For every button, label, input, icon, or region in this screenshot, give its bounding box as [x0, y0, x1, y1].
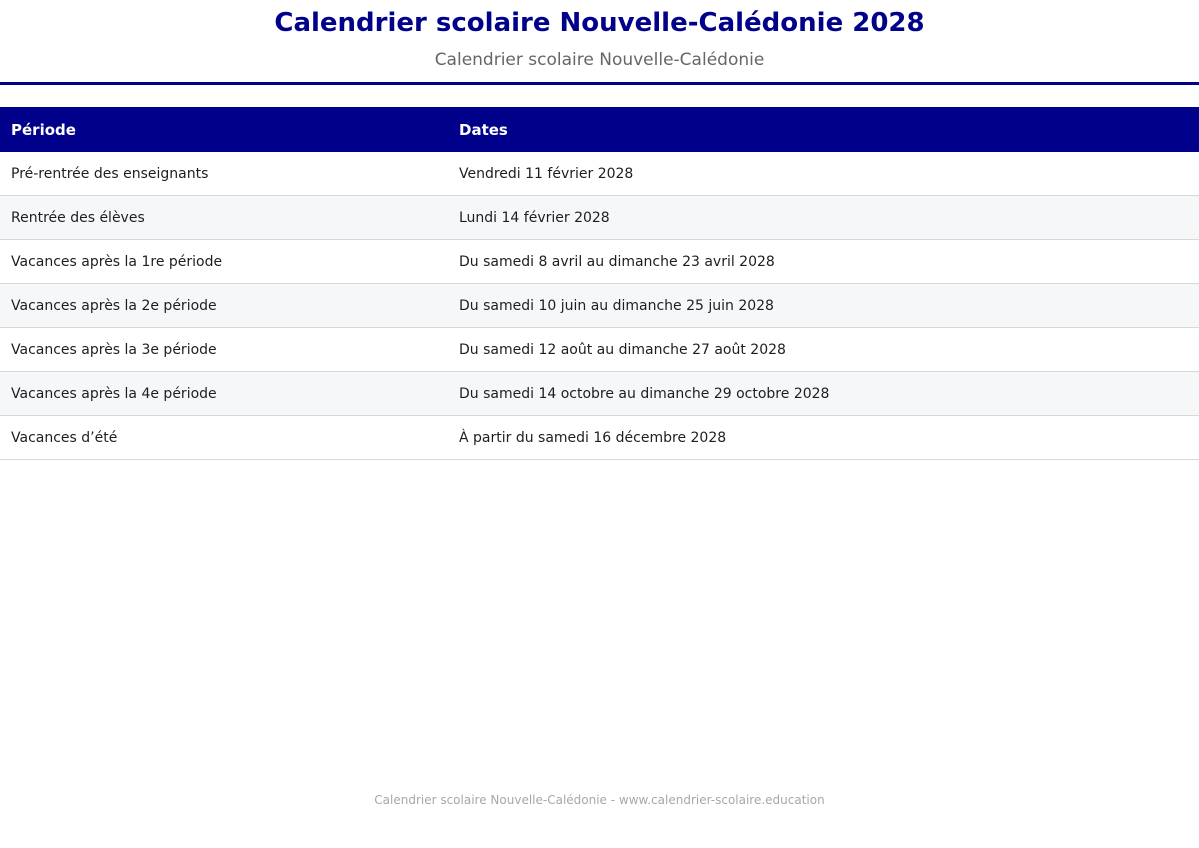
page-title: Calendrier scolaire Nouvelle-Calédonie 2028 [274, 8, 925, 38]
column-header-periode: Période [0, 107, 448, 152]
table-row [0, 416, 1199, 460]
table-body [0, 152, 1199, 460]
table-header-row [0, 107, 1199, 152]
table-row [0, 372, 1199, 416]
table-row [0, 284, 1199, 328]
cell-dates: À partir du samedi 16 décembre 2028 [448, 416, 1199, 460]
cell-periode: Vacances après la 4e période [0, 372, 448, 416]
table-row [0, 240, 1199, 284]
cell-dates: Du samedi 12 août au dimanche 27 août 2028 [448, 328, 1199, 372]
cell-dates: Vendredi 11 février 2028 [448, 152, 1199, 196]
cell-periode: Vacances après la 1re période [0, 240, 448, 284]
page-subtitle: Calendrier scolaire Nouvelle-Calédonie [434, 50, 765, 70]
cell-dates: Du samedi 10 juin au dimanche 25 juin 2028 [448, 284, 1199, 328]
cell-periode: Pré-rentrée des enseignants [0, 152, 448, 196]
cell-periode: Vacances après la 2e période [0, 284, 448, 328]
cell-periode: Vacances d’été [0, 416, 448, 460]
page-footer: Calendrier scolaire Nouvelle-Calédonie - www.calendrier-scolaire.education [374, 793, 825, 807]
school-calendar-table [0, 107, 1199, 460]
cell-periode: Vacances après la 3e période [0, 328, 448, 372]
table-row [0, 328, 1199, 372]
cell-dates: Lundi 14 février 2028 [448, 196, 1199, 240]
cell-periode: Rentrée des élèves [0, 196, 448, 240]
table-header [0, 107, 1199, 152]
cell-dates: Du samedi 8 avril au dimanche 23 avril 2028 [448, 240, 1199, 284]
cell-dates: Du samedi 14 octobre au dimanche 29 octobre 2028 [448, 372, 1199, 416]
table-row [0, 152, 1199, 196]
page-header [0, 0, 1199, 85]
column-header-dates: Dates [448, 107, 1199, 152]
table-row [0, 196, 1199, 240]
